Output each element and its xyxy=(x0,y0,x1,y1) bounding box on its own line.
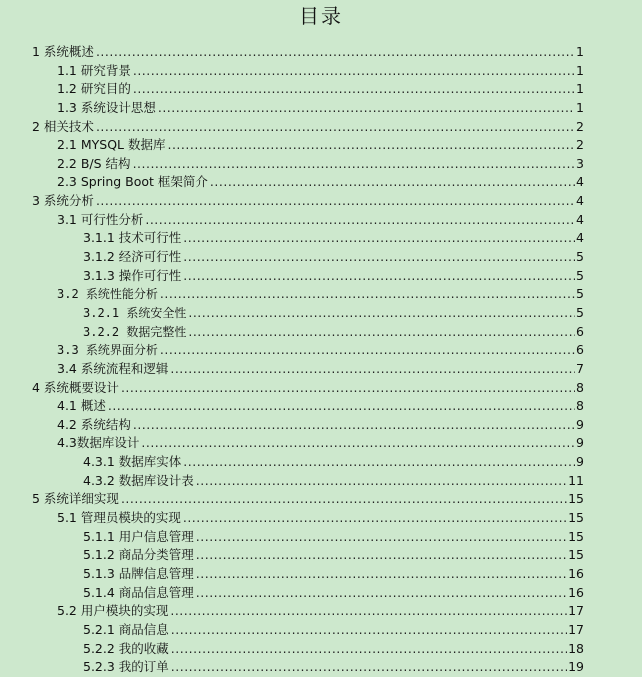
toc-dot-leader xyxy=(188,323,583,342)
toc-entry-page-number: 19 xyxy=(567,658,584,677)
toc-dot-leader xyxy=(196,584,583,603)
toc-entry-page-number: 6 xyxy=(575,323,584,342)
toc-entry[interactable] xyxy=(0,341,642,360)
toc-entry[interactable] xyxy=(0,565,642,584)
toc-entry-page-number: 4 xyxy=(575,192,584,211)
toc-entry-page-number: 4 xyxy=(575,173,584,192)
toc-entry[interactable] xyxy=(0,546,642,565)
toc-entry[interactable] xyxy=(0,192,642,211)
toc-dot-leader xyxy=(196,546,583,565)
toc-entry[interactable] xyxy=(0,490,642,509)
toc-entry-label: 5.2.2 我的收藏 xyxy=(83,640,169,656)
toc-dot-leader xyxy=(145,211,583,230)
toc-entry-label: 5.1.1 用户信息管理 xyxy=(83,528,194,544)
toc-dot-leader xyxy=(171,658,583,677)
toc-entry-page-number: 1 xyxy=(575,80,584,99)
toc-dot-leader xyxy=(158,99,583,118)
toc-dot-leader xyxy=(196,565,583,584)
toc-entry-page-number: 5 xyxy=(575,248,584,267)
toc-entry[interactable] xyxy=(0,323,642,342)
toc-entry-label: 3 系统分析 xyxy=(32,193,94,209)
toc-entry-page-number: 1 xyxy=(575,62,584,81)
toc-entry[interactable] xyxy=(0,229,642,248)
toc-entry-label: 3.2.1 系统安全性 xyxy=(83,305,187,320)
toc-dot-leader xyxy=(133,416,583,435)
toc-entry-label: 1.1 研究背景 xyxy=(57,62,131,78)
toc-entry-label: 4.3.1 数据库实体 xyxy=(83,454,182,470)
toc-list xyxy=(0,43,642,677)
toc-entry-page-number: 15 xyxy=(567,528,584,547)
toc-entry[interactable] xyxy=(0,472,642,491)
toc-entry[interactable] xyxy=(0,118,642,137)
toc-entry-label: 2.2 B/S 结构 xyxy=(57,155,131,171)
toc-entry-label: 2.3 Spring Boot 框架简介 xyxy=(57,174,208,190)
toc-entry-page-number: 2 xyxy=(575,118,584,137)
toc-dot-leader xyxy=(160,285,583,304)
toc-entry-page-number: 5 xyxy=(575,285,584,304)
toc-entry-label: 3.1.2 经济可行性 xyxy=(83,249,182,265)
toc-entry[interactable] xyxy=(0,99,642,118)
toc-entry-label: 3.2.2 数据完整性 xyxy=(83,324,187,339)
toc-entry-label: 4.3.2 数据库设计表 xyxy=(83,472,194,488)
toc-entry[interactable] xyxy=(0,434,642,453)
toc-entry[interactable] xyxy=(0,62,642,81)
toc-entry[interactable] xyxy=(0,136,642,155)
toc-entry-page-number: 7 xyxy=(575,360,584,379)
toc-entry[interactable] xyxy=(0,453,642,472)
toc-entry[interactable] xyxy=(0,397,642,416)
toc-dot-leader xyxy=(133,80,583,99)
toc-entry[interactable] xyxy=(0,155,642,174)
toc-dot-leader xyxy=(210,173,583,192)
toc-entry[interactable] xyxy=(0,416,642,435)
toc-dot-leader xyxy=(121,379,583,398)
toc-entry-page-number: 16 xyxy=(567,565,584,584)
toc-entry[interactable] xyxy=(0,528,642,547)
toc-entry-page-number: 9 xyxy=(575,453,584,472)
toc-dot-leader xyxy=(170,360,583,379)
toc-entry-label: 5 系统详细实现 xyxy=(32,491,119,507)
toc-title: 目录 xyxy=(299,4,343,28)
toc-entry[interactable] xyxy=(0,43,642,62)
toc-dot-leader xyxy=(96,43,583,62)
toc-dot-leader xyxy=(108,397,583,416)
toc-entry-page-number: 9 xyxy=(575,416,584,435)
toc-entry[interactable] xyxy=(0,360,642,379)
toc-entry[interactable] xyxy=(0,509,642,528)
toc-dot-leader xyxy=(96,118,583,137)
toc-entry-page-number: 15 xyxy=(567,509,584,528)
toc-entry[interactable] xyxy=(0,211,642,230)
toc-entry-page-number: 8 xyxy=(575,397,584,416)
toc-entry-page-number: 5 xyxy=(575,304,584,323)
toc-entry-page-number: 17 xyxy=(567,602,584,621)
toc-entry[interactable] xyxy=(0,304,642,323)
toc-dot-leader xyxy=(133,62,583,81)
toc-entry-label: 3.1.3 操作可行性 xyxy=(83,267,182,283)
toc-dot-leader xyxy=(170,602,583,621)
toc-entry-label: 5.1.2 商品分类管理 xyxy=(83,547,194,563)
toc-dot-leader xyxy=(171,621,583,640)
toc-dot-leader xyxy=(141,434,583,453)
toc-dot-leader xyxy=(183,248,583,267)
toc-entry-label: 1.3 系统设计思想 xyxy=(57,99,156,115)
toc-entry-label: 4.1 概述 xyxy=(57,398,106,414)
toc-entry-page-number: 15 xyxy=(567,546,584,565)
toc-entry-label: 2.1 MYSQL 数据库 xyxy=(57,137,166,153)
toc-entry-label: 1 系统概述 xyxy=(32,44,94,59)
toc-entry-label: 3.3 系统界面分析 xyxy=(57,343,158,358)
toc-entry-label: 3.1 可行性分析 xyxy=(57,211,144,227)
toc-entry-page-number: 5 xyxy=(575,267,584,286)
toc-entry-label: 5.1.4 商品信息管理 xyxy=(83,584,194,600)
toc-entry[interactable] xyxy=(0,658,642,677)
toc-dot-leader xyxy=(196,528,583,547)
toc-dot-leader xyxy=(121,490,583,509)
toc-entry[interactable] xyxy=(0,640,642,659)
toc-dot-leader xyxy=(160,341,583,360)
toc-entry-page-number: 9 xyxy=(575,434,584,453)
toc-entry-label: 5.1 管理员模块的实现 xyxy=(57,510,181,526)
toc-entry-page-number: 3 xyxy=(575,155,584,174)
toc-entry-label: 3.1.1 技术可行性 xyxy=(83,230,182,246)
toc-entry-page-number: 2 xyxy=(575,136,584,155)
toc-dot-leader xyxy=(171,640,583,659)
toc-entry-page-number: 15 xyxy=(567,490,584,509)
toc-entry-label: 5.2 用户模块的实现 xyxy=(57,603,169,619)
toc-dot-leader xyxy=(188,304,583,323)
toc-entry[interactable] xyxy=(0,267,642,286)
toc-dot-leader xyxy=(183,229,583,248)
toc-dot-leader xyxy=(183,453,583,472)
toc-entry-page-number: 1 xyxy=(575,99,584,118)
toc-entry-label: 4.3数据库设计 xyxy=(57,435,140,451)
toc-entry-page-number: 4 xyxy=(575,211,584,230)
toc-entry-page-number: 16 xyxy=(567,584,584,603)
toc-entry[interactable] xyxy=(0,173,642,192)
toc-entry-label: 2 相关技术 xyxy=(32,118,94,134)
toc-entry-label: 4.2 系统结构 xyxy=(57,416,131,432)
toc-entry-page-number: 8 xyxy=(575,379,584,398)
toc-entry-label: 5.2.1 商品信息 xyxy=(83,621,169,637)
toc-dot-leader xyxy=(96,192,583,211)
toc-dot-leader xyxy=(183,509,583,528)
toc-dot-leader xyxy=(167,136,583,155)
toc-entry-label: 3.4 系统流程和逻辑 xyxy=(57,360,169,376)
toc-entry[interactable] xyxy=(0,602,642,621)
toc-entry-page-number: 6 xyxy=(575,341,584,360)
toc-entry[interactable] xyxy=(0,248,642,267)
toc-dot-leader xyxy=(133,155,583,174)
toc-entry[interactable] xyxy=(0,80,642,99)
toc-dot-leader xyxy=(196,472,583,491)
toc-entry-page-number: 18 xyxy=(567,640,584,659)
toc-entry-label: 3.2 系统性能分析 xyxy=(57,287,158,302)
toc-entry-page-number: 11 xyxy=(567,472,584,491)
toc-entry-page-number: 17 xyxy=(567,621,584,640)
toc-entry-page-number: 4 xyxy=(575,229,584,248)
toc-entry-label: 1.2 研究目的 xyxy=(57,81,131,97)
toc-entry-label: 4 系统概要设计 xyxy=(32,379,119,395)
toc-entry-label: 5.1.3 品牌信息管理 xyxy=(83,565,194,581)
toc-entry-label: 5.2.3 我的订单 xyxy=(83,659,169,675)
toc-entry-page-number: 1 xyxy=(575,43,584,62)
toc-entry[interactable] xyxy=(0,379,642,398)
toc-entry[interactable] xyxy=(0,584,642,603)
toc-dot-leader xyxy=(183,267,583,286)
toc-entry[interactable] xyxy=(0,621,642,640)
toc-entry[interactable] xyxy=(0,285,642,304)
